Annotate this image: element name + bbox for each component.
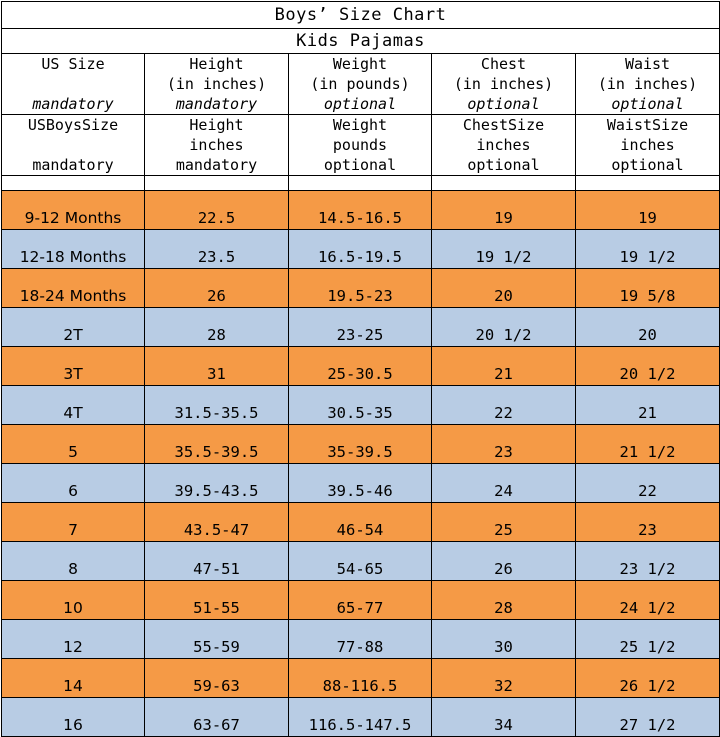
size-row	[2, 425, 720, 464]
chest-cell: 25	[432, 503, 576, 542]
header-cell: optional	[432, 94, 576, 115]
chart-title: Boys’ Size Chart	[2, 2, 720, 29]
waist-cell: 23	[576, 503, 720, 542]
header-cell: optional	[576, 155, 720, 176]
chest-cell: 19	[432, 191, 576, 230]
height-cell: 47-51	[145, 542, 289, 581]
header-cell: inches	[576, 135, 720, 155]
header-cell: optional	[576, 94, 720, 115]
weight-cell: 14.5-16.5	[289, 191, 432, 230]
header-cell: (in pounds)	[289, 74, 432, 94]
waist-cell: 26 1/2	[576, 659, 720, 698]
header-cell: WaistSize	[576, 115, 720, 136]
size-table-body	[2, 2, 720, 737]
subtitle-row	[2, 29, 720, 54]
size-cell: 10	[2, 581, 145, 620]
size-cell: 12	[2, 620, 145, 659]
height-cell: 59-63	[145, 659, 289, 698]
header-cell: inches	[145, 135, 289, 155]
header-cell	[2, 74, 145, 94]
empty-cell	[289, 176, 432, 191]
weight-cell: 54-65	[289, 542, 432, 581]
empty-cell	[432, 176, 576, 191]
header-cell: Weight	[289, 115, 432, 136]
height-cell: 28	[145, 308, 289, 347]
weight-cell: 46-54	[289, 503, 432, 542]
size-cell: 2T	[2, 308, 145, 347]
size-cell: 7	[2, 503, 145, 542]
title-row	[2, 2, 720, 29]
size-row	[2, 308, 720, 347]
header-cell: optional	[432, 155, 576, 176]
height-cell: 35.5-39.5	[145, 425, 289, 464]
waist-cell: 19 5/8	[576, 269, 720, 308]
header-cell: (in inches)	[576, 74, 720, 94]
weight-cell: 88-116.5	[289, 659, 432, 698]
header-cell: optional	[289, 94, 432, 115]
size-row	[2, 347, 720, 386]
size-row	[2, 542, 720, 581]
header-row-labels	[2, 54, 720, 75]
height-cell: 22.5	[145, 191, 289, 230]
chest-cell: 21	[432, 347, 576, 386]
chest-cell: 30	[432, 620, 576, 659]
header-cell	[2, 135, 145, 155]
header-cell: Height	[145, 115, 289, 136]
weight-cell: 16.5-19.5	[289, 230, 432, 269]
chest-cell: 24	[432, 464, 576, 503]
header-cell: optional	[289, 155, 432, 176]
size-cell: 18-24 Months	[2, 269, 145, 308]
waist-cell: 21	[576, 386, 720, 425]
weight-cell: 19.5-23	[289, 269, 432, 308]
size-cell: 5	[2, 425, 145, 464]
weight-cell: 65-77	[289, 581, 432, 620]
header-cell: ChestSize	[432, 115, 576, 136]
height-cell: 51-55	[145, 581, 289, 620]
size-row	[2, 503, 720, 542]
chest-cell: 32	[432, 659, 576, 698]
height-cell: 23.5	[145, 230, 289, 269]
weight-cell: 35-39.5	[289, 425, 432, 464]
header-cell: US Size	[2, 54, 145, 75]
header-cell: pounds	[289, 135, 432, 155]
waist-cell: 24 1/2	[576, 581, 720, 620]
header-row-field-units	[2, 135, 720, 155]
chest-cell: 23	[432, 425, 576, 464]
waist-cell: 23 1/2	[576, 542, 720, 581]
size-row	[2, 386, 720, 425]
header-row-field-names	[2, 115, 720, 136]
size-cell: 14	[2, 659, 145, 698]
header-row-units	[2, 74, 720, 94]
header-cell: (in inches)	[432, 74, 576, 94]
height-cell: 55-59	[145, 620, 289, 659]
waist-cell: 20	[576, 308, 720, 347]
waist-cell: 27 1/2	[576, 698, 720, 737]
waist-cell: 22	[576, 464, 720, 503]
size-cell: 16	[2, 698, 145, 737]
header-cell: mandatory	[145, 155, 289, 176]
size-table	[1, 1, 720, 737]
height-cell: 26	[145, 269, 289, 308]
size-cell: 8	[2, 542, 145, 581]
size-cell: 3T	[2, 347, 145, 386]
chest-cell: 28	[432, 581, 576, 620]
weight-cell: 23-25	[289, 308, 432, 347]
weight-cell: 77-88	[289, 620, 432, 659]
size-cell: 12-18 Months	[2, 230, 145, 269]
spacer-row	[2, 176, 720, 191]
header-cell: (in inches)	[145, 74, 289, 94]
waist-cell: 20 1/2	[576, 347, 720, 386]
height-cell: 39.5-43.5	[145, 464, 289, 503]
header-cell: mandatory	[2, 155, 145, 176]
chest-cell: 19 1/2	[432, 230, 576, 269]
height-cell: 31.5-35.5	[145, 386, 289, 425]
height-cell: 43.5-47	[145, 503, 289, 542]
waist-cell: 25 1/2	[576, 620, 720, 659]
chest-cell: 20 1/2	[432, 308, 576, 347]
weight-cell: 25-30.5	[289, 347, 432, 386]
header-cell: inches	[432, 135, 576, 155]
waist-cell: 19 1/2	[576, 230, 720, 269]
size-row	[2, 659, 720, 698]
empty-cell	[576, 176, 720, 191]
chart-subtitle: Kids Pajamas	[2, 29, 720, 54]
chest-cell: 34	[432, 698, 576, 737]
header-cell: mandatory	[145, 94, 289, 115]
chest-cell: 22	[432, 386, 576, 425]
size-row	[2, 464, 720, 503]
size-cell: 6	[2, 464, 145, 503]
header-row-field-requirement	[2, 155, 720, 176]
waist-cell: 19	[576, 191, 720, 230]
waist-cell: 21 1/2	[576, 425, 720, 464]
empty-cell	[145, 176, 289, 191]
empty-cell	[2, 176, 145, 191]
size-row	[2, 620, 720, 659]
weight-cell: 116.5-147.5	[289, 698, 432, 737]
size-row	[2, 269, 720, 308]
chest-cell: 20	[432, 269, 576, 308]
size-cell: 9-12 Months	[2, 191, 145, 230]
size-row	[2, 191, 720, 230]
chest-cell: 26	[432, 542, 576, 581]
header-cell: mandatory	[2, 94, 145, 115]
header-cell: Chest	[432, 54, 576, 75]
height-cell: 63-67	[145, 698, 289, 737]
size-row	[2, 581, 720, 620]
height-cell: 31	[145, 347, 289, 386]
size-row	[2, 230, 720, 269]
weight-cell: 30.5-35	[289, 386, 432, 425]
size-cell: 4T	[2, 386, 145, 425]
header-cell: USBoysSize	[2, 115, 145, 136]
header-cell: Height	[145, 54, 289, 75]
size-row	[2, 698, 720, 737]
header-row-requirement	[2, 94, 720, 115]
header-cell: Weight	[289, 54, 432, 75]
header-cell: Waist	[576, 54, 720, 75]
weight-cell: 39.5-46	[289, 464, 432, 503]
